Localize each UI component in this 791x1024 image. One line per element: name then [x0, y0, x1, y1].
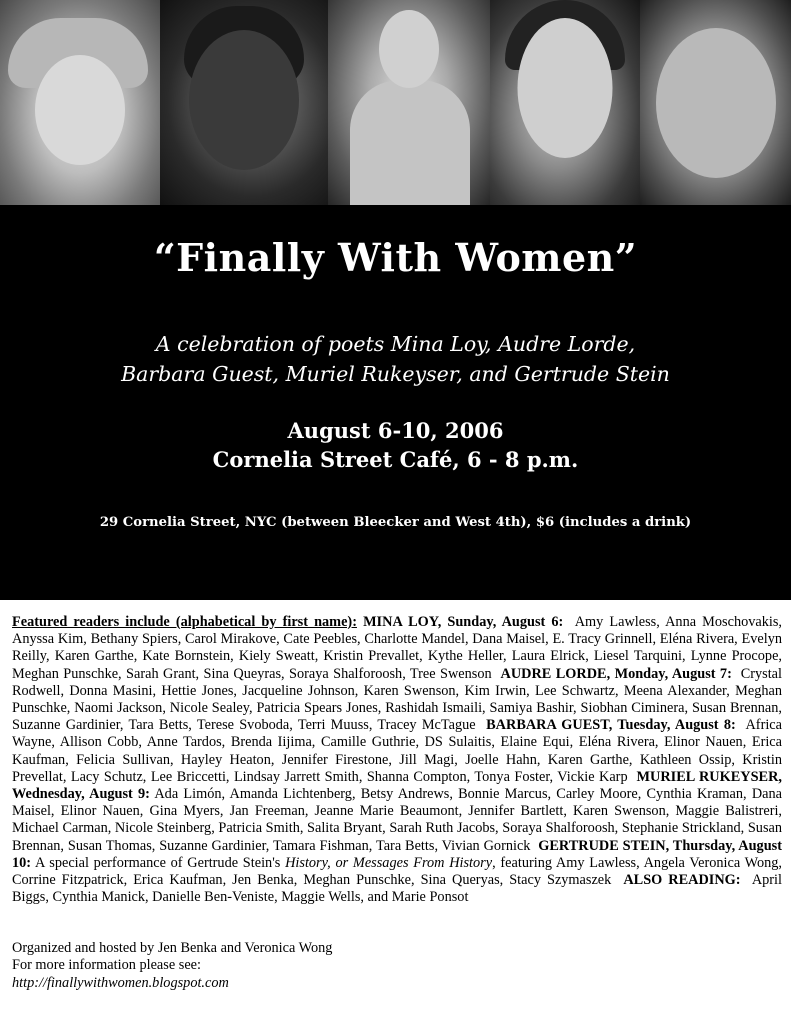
muriel-rukeyser-heading: MURIEL RUKEYSER, Wednesday, August 9:: [12, 768, 782, 803]
portrait-barbara-guest: [328, 0, 490, 205]
event-venue-time: Cornelia Street Café, 6 - 8 p.m.: [212, 447, 579, 472]
muriel-rukeyser-readers: Ada Limón, Amanda Lichtenberg, Betsy Andrews, Bonnie Marcus, Carley Moore, Cynthia Kraman, Dana Maisel, Elinor Nauen, Gina Myers, Jan Freeman, Jeanne Marie Beaumont, Jennifer Bartlett, Karen Swenson, Maggie Balistreri, Michael Carman, Nicole Steinberg, Patricia Smith, Salita Bryant, Sarah Ruth Jacobs, Soraya Shalforoosh, Stephanie Strickland, Susan Brennan, Susan Thomas, Suzanne Gardinier, Tamara Fishman, Tara Betts, Vivian Gornick: [12, 786, 782, 854]
event-banner: [0, 205, 791, 600]
organizers-line: Organized and hosted by Jen Benka and Veronica Wong: [12, 940, 333, 956]
gertrude-stein-readers: , featuring Amy Lawless, Angela Veronica Wong, Corrine Fitzpatrick, Erica Kaufman, Jen Benka, Meghan Punschke, Sina Queryas, Stacy Szymaszek: [12, 854, 783, 889]
event-subtitle: [0, 329, 791, 389]
readers-lead: Featured readers include (alphabetical by first name):: [12, 614, 357, 630]
portrait-muriel-rukeyser: [490, 0, 640, 205]
barbara-guest-readers: Africa Wayne, Allison Cobb, Anne Tardos, Brenda Iijima, Camille Guthrie, DS Sulaitis, Elaine Equi, Eléna Rivera, Elinor Nauen, Erica Kaufman, Felicia Sullivan, Hayley Heaton, Jennifer Firestone, Jill Magi, Joelle Hahn, Karen Garthe, Kathleen Ossip, Kristin Prevellat, Lacy Schutz, Lee Briccetti, Lindsay Jarrett Smith, Shanna Compton, Tonya Foster, Vickie Karp: [12, 717, 782, 785]
audre-lorde-heading: AUDRE LORDE, Monday, August 7:: [500, 665, 732, 682]
event-address: 29 Cornelia Street, NYC (between Bleecker and West 4th), $6 (includes a drink): [99, 515, 692, 530]
event-date-range: August 6-10, 2006: [287, 418, 504, 443]
audre-lorde-readers: Crystal Rodwell, Donna Masini, Hettie Jones, Jacqueline Johnson, Karen Swenson, Kim Irwin, Lee Schwartz, Meena Alexander, Meghan Punschke, Naomi Jackson, Nicole Sealey, Patricia Spears Jones, Rashidah Ismaili, Samiya Bashir, Siobhan Ciminera, Susan Brennan, Suzanne Gardinier, Tara Betts, Terese Svoboda, Terri Muuss, Tracey McTague: [12, 665, 782, 734]
also-reading-readers: April Biggs, Cynthia Manick, Danielle Ben-Veniste, Maggie Wells, and Marie Ponsot: [12, 872, 782, 906]
portrait-gertrude-stein: [640, 0, 791, 205]
subtitle-line-2: Barbara Guest, Muriel Rukeyser, and Gertrude Stein: [121, 362, 670, 386]
footer: [12, 940, 712, 992]
subtitle-line-1: A celebration of poets Mina Loy, Audre Lorde,: [155, 332, 636, 356]
mina-loy-readers: Amy Lawless, Anna Moschovakis, Anyssa Kim, Bethany Spiers, Carol Mirakove, Cate Peebles, Charlotte Mandel, Dana Maisel, E. Tracy Grinnell, Eléna Rivera, Evelyn Reilly, Karen Garthe, Kate Bornstein, Kiely Sweatt, Kristin Prevallet, Kythe Heller, Laura Elrick, Liesel Tarquini, Lynne Procope, Meghan Punschke, Sarah Grant, Sina Queyras, Soraya Shalforoosh, Tree Swenson: [12, 614, 782, 682]
gertrude-stein-intro: A special performance of Gertrude Stein's: [35, 854, 281, 871]
event-title: “Finally With Women”: [153, 235, 638, 280]
portrait-mina-loy: [0, 0, 160, 205]
portrait-strip: [0, 0, 791, 205]
gertrude-stein-work-title: History, or Messages From History: [285, 854, 493, 871]
blog-url: http://finallywithwomen.blogspot.com: [12, 974, 229, 991]
event-dates: [0, 416, 791, 474]
featured-readers: [12, 614, 782, 906]
barbara-guest-heading: BARBARA GUEST, Tuesday, August 8:: [486, 717, 736, 734]
gertrude-stein-heading: GERTRUDE STEIN, Thursday, August 10:: [12, 837, 782, 871]
more-info-line: For more information please see:: [12, 957, 201, 974]
mina-loy-heading: MINA LOY, Sunday, August 6:: [363, 614, 564, 630]
portrait-audre-lorde: [160, 0, 328, 205]
also-reading-heading: ALSO READING:: [623, 872, 741, 889]
